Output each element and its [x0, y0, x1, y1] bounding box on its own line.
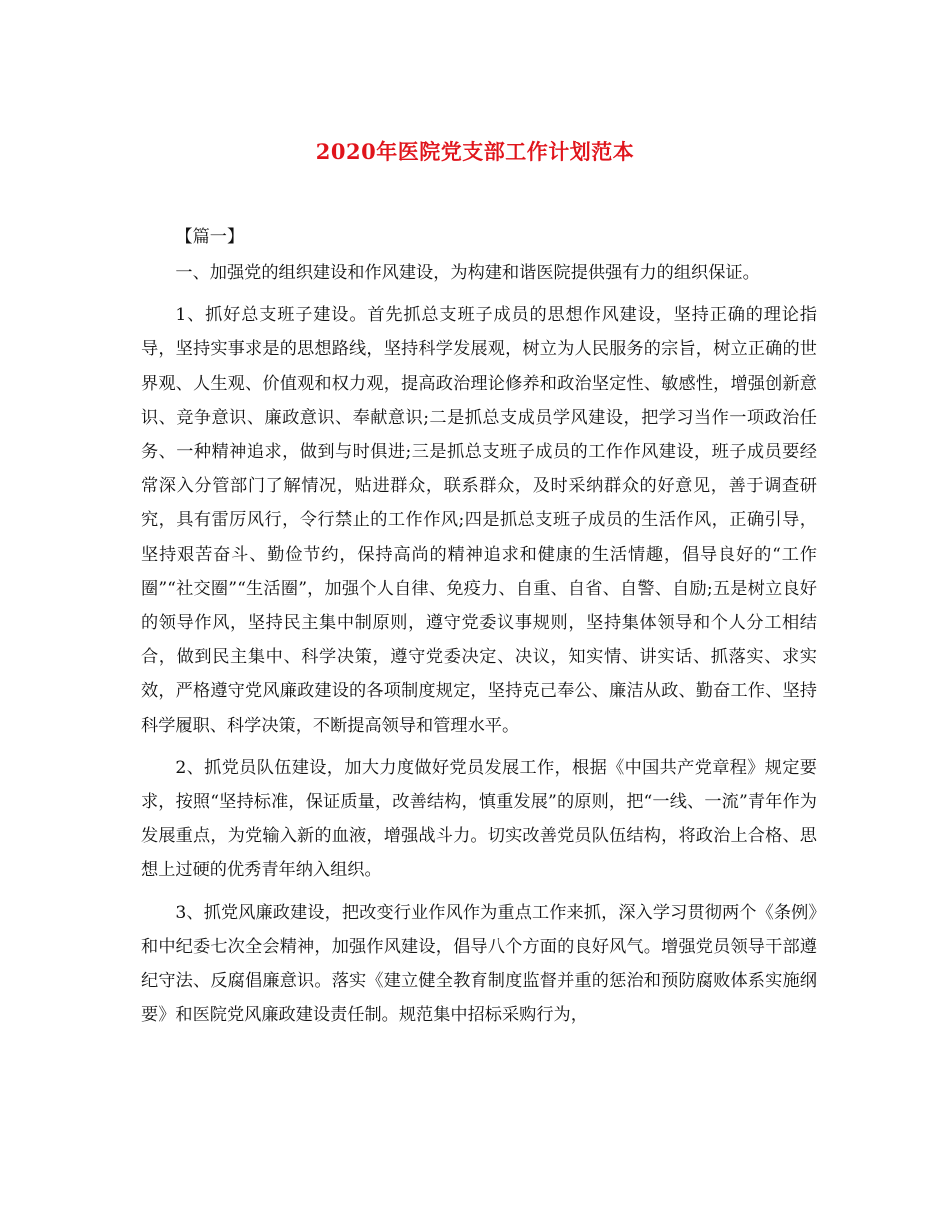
paragraph-4: 3、抓党风廉政建设，把改变行业作风作为重点工作来抓，深入学习贯彻两个《条例》和中纪委七次全会精神，加强作风建设，倡导八个方面的良好风气。增强党员领导干部遵纪守法、反腐倡廉意识。落实《建立健全教育制度监督并重的惩治和预防腐败体系实施纲要》和医院党风廉政建设责任制。规范集中招标采购行为，: [141, 902, 817, 1026]
paragraph-3: 2、抓党员队伍建设，加大力度做好党员发展工作，根据《中国共产党章程》规定要求，按照“坚持标准，保证质量，改善结构，慎重发展”的原则，把“一线、一流”青年作为发展重点，为党输入新的血液，增强战斗力。切实改善党员队伍结构，将政治上合格、思想上过硬的优秀青年纳入组织。: [141, 757, 817, 881]
document-title: 2020年医院党支部工作计划范本: [315, 139, 635, 164]
document-body: [141, 222, 817, 1040]
paragraph-2: 1、抓好总支班子建设。首先抓总支班子成员的思想作风建设，坚持正确的理论指导，坚持实事求是的思想路线，坚持科学发展观，树立为人民服务的宗旨，树立正确的世界观、人生观、价值观和权力观，提高政治理论修养和政治坚定性、敏感性，增强创新意识、竞争意识、廉政意识、奉献意识;二是抓总支成员学风建设，把学习当作一项政治任务、一种精神追求，做到与时俱进;三是抓总支班子成员的工作作风建设，班子成员要经常深入分管部门了解情况，贴进群众，联系群众，及时采纳群众的好意见，善于调查研究，具有雷厉风行，令行禁止的工作作风;四是抓总支班子成员的生活作风，正确引导，坚持艰苦奋斗、勤俭节约，保持高尚的精神追求和健康的生活情趣，倡导良好的“工作圈”“社交圈”“生活圈”，加强个人自律、免疫力、自重、自省、自警、自励;五是树立良好的领导作风，坚持民主集中制原则，遵守党委议事规则，坚持集体领导和个人分工相结合，做到民主集中、科学决策，遵守党委决定、决议，知实情、讲实话、抓落实、求实效，严格遵守党风廉政建设的各项制度规定，坚持克己奉公、廉洁从政、勤奋工作、坚持科学履职、科学决策，不断提高领导和管理水平。: [141, 305, 817, 736]
section-label: 【篇一】: [175, 227, 245, 247]
paragraph-1: 一、加强党的组织建设和作风建设，为构建和谐医院提供强有力的组织保证。: [175, 263, 760, 283]
